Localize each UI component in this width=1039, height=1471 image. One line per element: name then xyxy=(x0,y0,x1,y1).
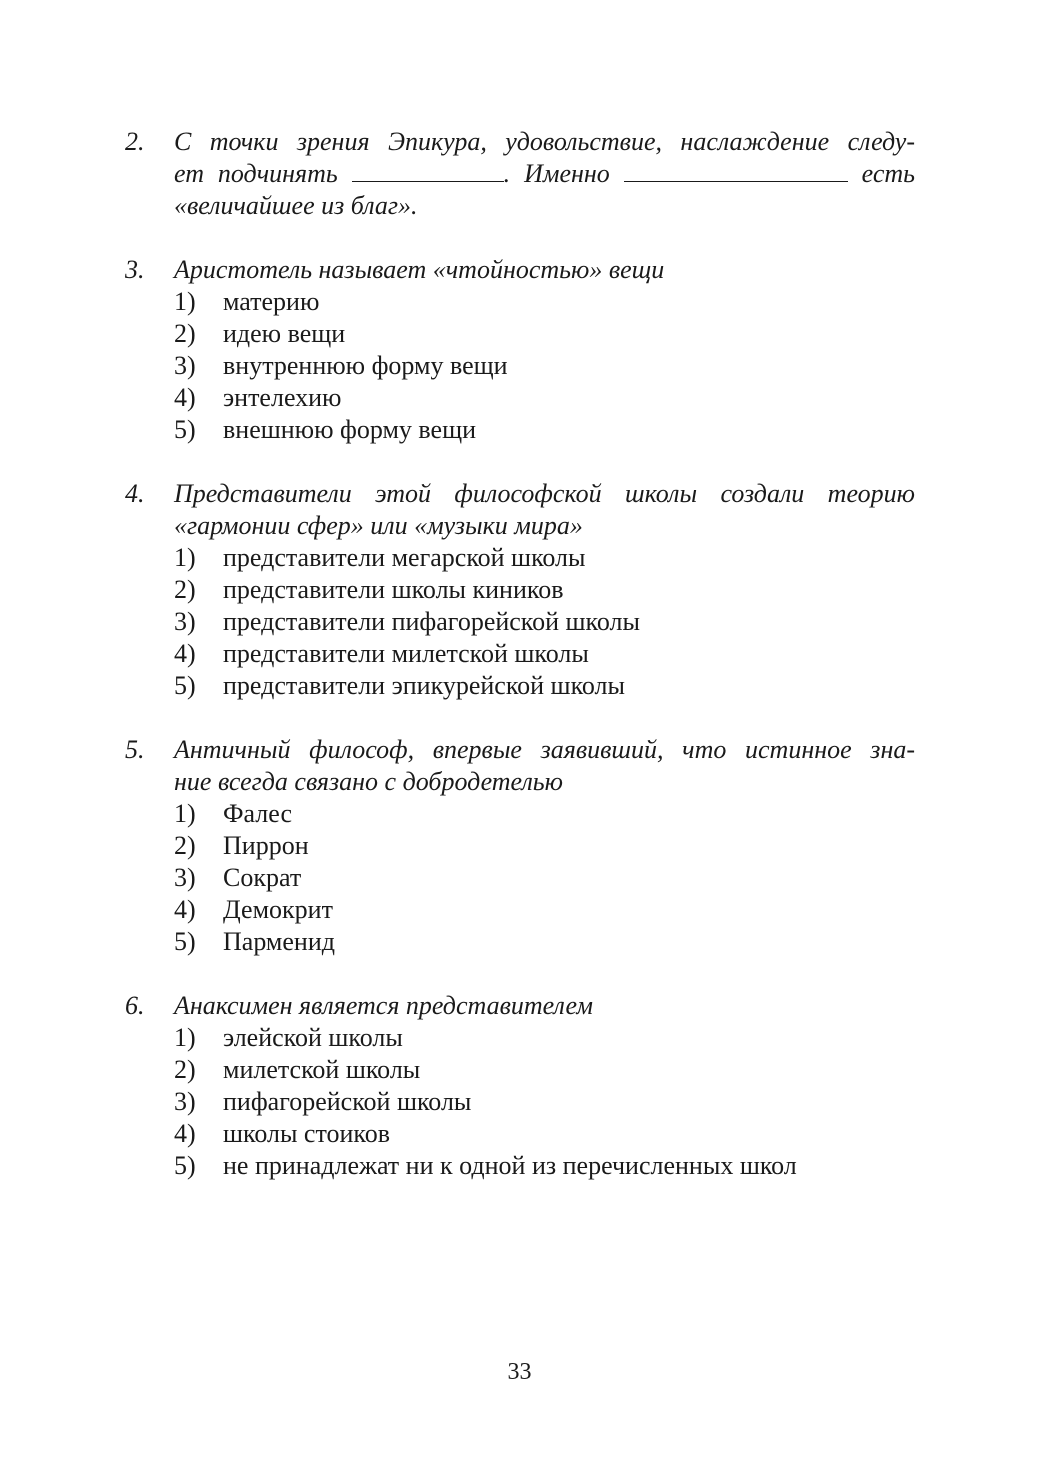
option-text: внутреннюю форму вещи xyxy=(223,351,508,380)
question-number: 6. xyxy=(125,991,145,1020)
answer-option[interactable] xyxy=(125,414,915,446)
option-text: представители милетской школы xyxy=(223,639,589,668)
question-text-part: С точки зрения Эпикура, удовольствие, наслаждение следу- xyxy=(174,127,915,156)
option-text: представители пифагорейской школы xyxy=(223,607,640,636)
option-text: представители мегарской школы xyxy=(223,543,586,572)
question-line xyxy=(174,158,915,190)
question-line: Античный философ, впервые заявивший, что истинное зна- xyxy=(174,735,915,764)
option-text: материю xyxy=(223,287,320,316)
question-5 xyxy=(125,734,915,958)
option-text: пифагорейской школы xyxy=(223,1087,472,1116)
option-text: внешнюю форму вещи xyxy=(223,415,477,444)
option-number: 4) xyxy=(174,639,196,668)
answer-blank-1[interactable] xyxy=(352,159,504,182)
option-text: идею вещи xyxy=(223,319,346,348)
answer-option[interactable] xyxy=(125,862,915,894)
option-number: 1) xyxy=(174,1023,196,1052)
answer-option[interactable] xyxy=(125,670,915,702)
answer-option[interactable] xyxy=(125,318,915,350)
answer-option[interactable] xyxy=(125,894,915,926)
page-number: 33 xyxy=(507,1359,532,1385)
question-line xyxy=(174,126,915,158)
answer-options xyxy=(125,286,915,446)
question-4 xyxy=(125,478,915,702)
answer-blank-2[interactable] xyxy=(624,159,848,182)
answer-option[interactable] xyxy=(125,542,915,574)
option-text: милетской школы xyxy=(223,1055,421,1084)
answer-options xyxy=(125,798,915,958)
answer-option[interactable] xyxy=(125,638,915,670)
question-number: 2. xyxy=(125,127,145,156)
option-text: представители эпикурейской школы xyxy=(223,671,625,700)
answer-options xyxy=(125,1022,915,1182)
option-number: 5) xyxy=(174,927,196,956)
answer-option[interactable] xyxy=(125,1022,915,1054)
question-text xyxy=(174,126,915,222)
question-head xyxy=(125,734,915,798)
question-line: Представители этой философской школы создали теорию xyxy=(174,479,915,508)
answer-option[interactable] xyxy=(125,350,915,382)
option-number: 3) xyxy=(174,863,196,892)
question-line xyxy=(174,190,915,222)
answer-option[interactable] xyxy=(125,830,915,862)
option-number: 3) xyxy=(174,1087,196,1116)
option-number: 1) xyxy=(174,543,196,572)
option-number: 2) xyxy=(174,319,196,348)
option-number: 3) xyxy=(174,351,196,380)
answer-option[interactable] xyxy=(125,798,915,830)
question-line: «гармонии сфер» или «музыки мира» xyxy=(174,511,583,540)
question-text-part: ет подчинять xyxy=(174,159,352,188)
option-number: 2) xyxy=(174,831,196,860)
option-text: Демокрит xyxy=(223,895,333,924)
option-number: 4) xyxy=(174,383,196,412)
option-text: энтелехию xyxy=(223,383,342,412)
answer-option[interactable] xyxy=(125,574,915,606)
question-text xyxy=(174,254,915,286)
option-text: школы стоиков xyxy=(223,1119,390,1148)
answer-option[interactable] xyxy=(125,1118,915,1150)
option-text: Сократ xyxy=(223,863,302,892)
option-number: 3) xyxy=(174,607,196,636)
option-text: Парменид xyxy=(223,927,335,956)
answer-option[interactable] xyxy=(125,926,915,958)
answer-option[interactable] xyxy=(125,1150,915,1182)
question-number: 5. xyxy=(125,735,145,764)
question-line: ние всегда связано с добродетелью xyxy=(174,767,563,796)
answer-option[interactable] xyxy=(125,606,915,638)
question-6 xyxy=(125,990,915,1182)
question-head xyxy=(125,478,915,542)
question-text-part: «величайшее из благ». xyxy=(174,191,418,220)
question-text xyxy=(174,990,915,1022)
option-text: представители школы киников xyxy=(223,575,564,604)
answer-option[interactable] xyxy=(125,286,915,318)
page-content xyxy=(125,126,915,1214)
question-head xyxy=(125,990,915,1022)
option-number: 4) xyxy=(174,1119,196,1148)
option-number: 4) xyxy=(174,895,196,924)
option-number: 2) xyxy=(174,1055,196,1084)
answer-option[interactable] xyxy=(125,382,915,414)
question-head xyxy=(125,126,915,222)
option-number: 2) xyxy=(174,575,196,604)
option-text: не принадлежат ни к одной из перечисленных школ xyxy=(223,1151,797,1180)
option-text: элейской школы xyxy=(223,1023,403,1052)
answer-option[interactable] xyxy=(125,1054,915,1086)
question-text-part: есть xyxy=(847,159,915,188)
option-number: 5) xyxy=(174,415,196,444)
option-number: 1) xyxy=(174,287,196,316)
question-text-part: . Именно xyxy=(503,159,624,188)
question-line: Анаксимен является представителем xyxy=(174,991,594,1020)
option-text: Пиррон xyxy=(223,831,309,860)
question-3 xyxy=(125,254,915,446)
option-number: 5) xyxy=(174,671,196,700)
answer-option[interactable] xyxy=(125,1086,915,1118)
option-number: 5) xyxy=(174,1151,196,1180)
question-number: 4. xyxy=(125,479,145,508)
question-line: Аристотель называет «чтойностью» вещи xyxy=(174,255,665,284)
question-number: 3. xyxy=(125,255,145,284)
option-number: 1) xyxy=(174,799,196,828)
question-2 xyxy=(125,126,915,222)
question-head xyxy=(125,254,915,286)
option-text: Фалес xyxy=(223,799,293,828)
question-text xyxy=(174,478,915,542)
question-text xyxy=(174,734,915,798)
answer-options xyxy=(125,542,915,702)
